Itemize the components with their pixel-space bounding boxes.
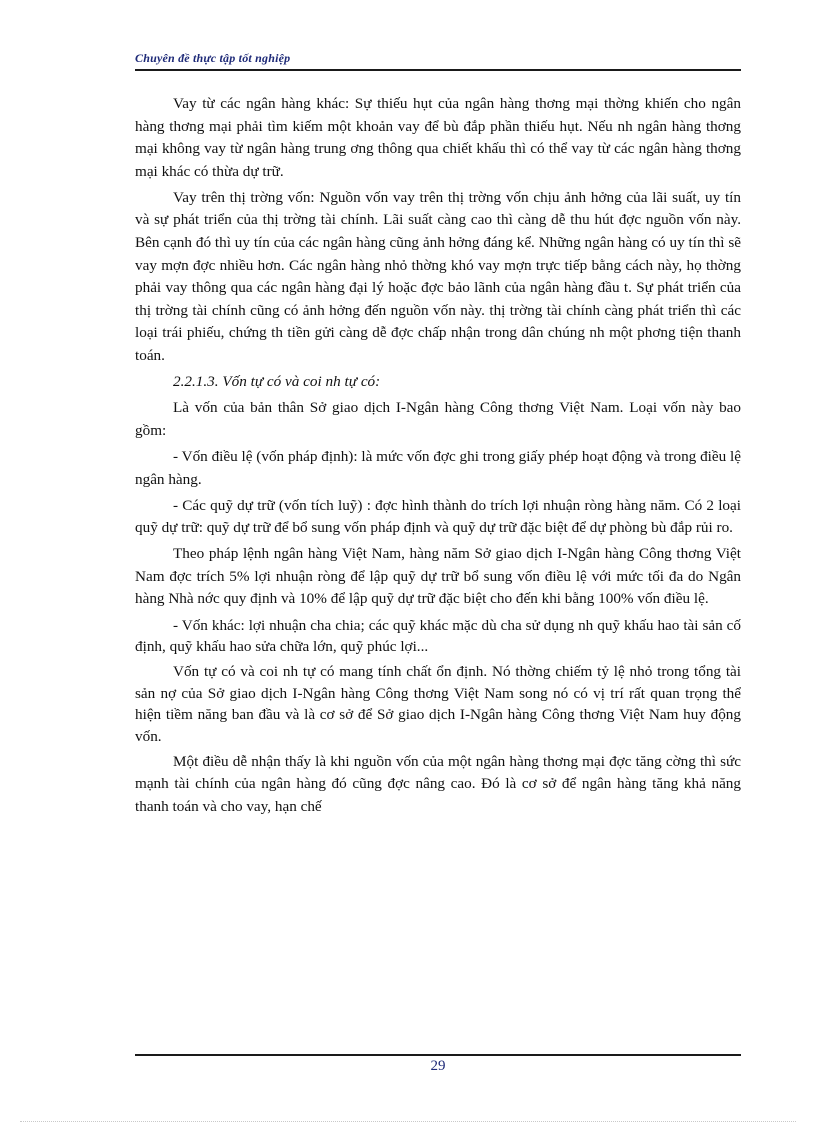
paragraph-financial-strength: Một điều dễ nhận thấy là khi nguồn vốn của một ngân hàng thơng mại đợc tăng cờng thì sức mạnh tài chính của ngân hàng đó cũng đợc nâng cao. Đó là cơ sở để ngân hàng tăng khả năng thanh toán và cho vay, hạn chế [135, 752, 741, 815]
paragraph-interbank-borrowing: Vay từ các ngân hàng khác: Sự thiếu hụt của ngân hàng thơng mại thờng khiến cho ngân hàng thơng mại phải tìm kiếm một khoản vay để bù đắp phần thiếu hụt. Nếu nh ngân hàng thơng mại không vay từ ngân hàng trung ơng thông qua chiết khấu thì có thể vay từ các ngân hàng thơng mại khác có thừa dự trữ. [135, 95, 741, 180]
paragraph-own-capital-intro: Là vốn của bản thân Sở giao dịch I-Ngân hàng Công thơng Việt Nam. Loại vốn này bao gồm: [135, 399, 741, 439]
document-body [135, 93, 741, 822]
page-footer [135, 1054, 741, 1074]
page-header [135, 47, 741, 71]
page-edge-divider [20, 1121, 796, 1122]
paragraph-other-capital: - Vốn khác: lợi nhuận cha chia; các quỹ khác mặc dù cha sử dụng nh quỹ khấu hao tài sản cố định, quỹ khấu hao sửa chữa lớn, quỹ phúc lợi... [135, 616, 741, 656]
page-number: 29 [430, 1058, 446, 1074]
paragraph-capital-market-borrowing: Vay trên thị trờng vốn: Nguồn vốn vay trên thị trờng vốn chịu ảnh hởng của lãi suất, uy tín và sự phát triển của thị trờng tài chính. Lãi suất càng cao thì càng dễ thu hút đợc nguồn vốn này. Bên cạnh đó thì uy tín của các ngân hàng cũng ảnh hởng đáng kể. Những ngân hàng có uy tín thì sẽ vay mợn đợc nhiều hơn. Các ngân hàng nhỏ thờng khó vay mợn trực tiếp bằng cách này, họ thờng phải vay thông qua các ngân hàng đại lý hoặc đợc bảo lãnh của ngân hàng đầu t. Sự phát triển của thị trờng tài chính cũng có ảnh hởng đến nguồn vốn này. thị trờng tài chính càng phát triển thì các loại trái phiếu, chứng th tiền gửi càng dễ đợc chấp nhận trong dân chúng nh một phơng tiện thanh toán. [135, 188, 741, 365]
paragraph-reserve-funds: - Các quỹ dự trữ (vốn tích luỹ) : đợc hình thành do trích lợi nhuận ròng hàng năm. Có 2 loại quỹ dự trữ: quỹ dự trữ để bổ sung vốn pháp định và quỹ dự trữ đặc biệt để dự phòng bù đắp rủi ro. [135, 496, 741, 537]
header-title: Chuyên đề thực tập tốt nghiệp [135, 51, 291, 65]
section-heading-own-capital: 2.2.1.3. Vốn tự có và coi nh tự có: [173, 373, 381, 391]
paragraph-capital-stability: Vốn tự có và coi nh tự có mang tính chất ổn định. Nó thờng chiếm tỷ lệ nhỏ trong tổng tài sản nợ của Sở giao dịch I-Ngân hàng Công thơng Việt Nam song nó có vị trí rất quan trọng thể hiện tiềm năng ban đầu và là cơ sở để Sở giao dịch I-Ngân hàng Công thơng Việt Nam huy động vốn. [135, 663, 741, 745]
paragraph-charter-capital: - Vốn điều lệ (vốn pháp định): là mức vốn đợc ghi trong giấy phép hoạt động và trong điều lệ ngân hàng. [135, 447, 741, 488]
paragraph-banking-ordinance: Theo pháp lệnh ngân hàng Việt Nam, hàng năm Sở giao dịch I-Ngân hàng Công thơng Việt Nam đợc trích 5% lợi nhuận ròng để lập quỹ dự trữ bổ sung vốn điều lệ với mức tối đa do Ngân hàng Nhà nớc quy định và 10% để lập quỹ dự trữ đặc biệt cho đến khi bằng 100% vốn điều lệ. [135, 545, 741, 608]
